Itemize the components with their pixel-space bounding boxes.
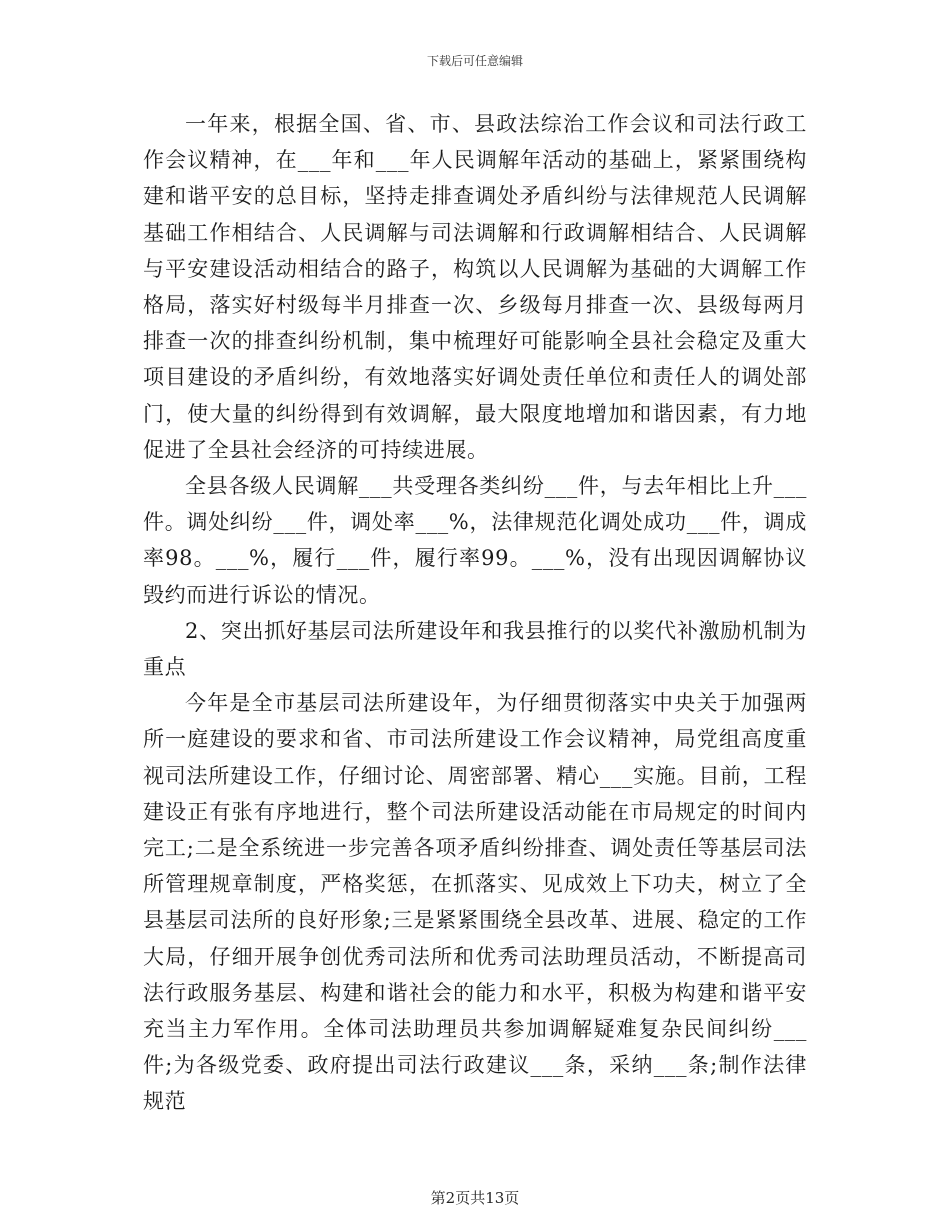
paragraph-judicial-office: 今年是全市基层司法所建设年，为仔细贯彻落实中央关于加强两所一庭建设的要求和省、市司法所建设工作会议精神，局党组高度重视司法所建设工作，仔细讨论、周密部署、精心___实施。目前，工程建设正有张有序地进行，整个司法所建设活动能在市局规定的时间内完工;二是全系统进一步完善各项矛盾纠纷排查、调处责任等基层司法所管理规章制度，严格奖惩，在抓落实、见成效上下功夫，树立了全县基层司法所的良好形象;三是紧紧围绕全县改革、进展、稳定的工作大局，仔细开展争创优秀司法所和优秀司法助理员活动，不断提高司法行政服务基层、构建和谐社会的能力和水平，积极为构建和谐平安充当主力军作用。全体司法助理员共参加调解疑难复杂民间纠纷___件;为各级党委、政府提出司法行政建议___条，采纳___条;制作法律规范 bbox=[143, 691, 807, 1114]
page-header: 下载后可任意编辑 bbox=[426, 54, 523, 68]
paragraph-summary: 一年来，根据全国、省、市、县政法综治工作会议和司法行政工作会议精神，在___年和___年人民调解年活动的基础上，紧紧围绕构建和谐平安的总目标，坚持走排查调处矛盾纠纷与法律规范人民调解基础工作相结合、人民调解与司法调解和行政调解相结合、人民调解与平安建设活动相结合的路子，构筑以人民调解为基础的大调解工作格局，落实好村级每半月排查一次、乡级每月排查一次、县级每两月排查一次的排查纠纷机制，集中梳理好可能影响全县社会稳定及重大项目建设的矛盾纠纷，有效地落实好调处责任单位和责任人的调处部门，使大量的纠纷得到有效调解，最大限度地增加和谐因素，有力地促进了全县社会经济的可持续进展。 bbox=[143, 112, 807, 462]
paragraph-statistics: 全县各级人民调解___共受理各类纠纷___件，与去年相比上升___件。调处纠纷___件，调处率___%，法律规范化调处成功___件，调成率98。___%，履行___件，履行率99。___%，没有出现因调解协议毁约而进行诉讼的情况。 bbox=[143, 474, 807, 607]
section-heading: 2、突出抓好基层司法所建设年和我县推行的以奖代补激励机制为重点 bbox=[143, 618, 807, 680]
document-body bbox=[143, 106, 807, 1120]
page-number: 第2页共13页 bbox=[430, 1189, 520, 1207]
